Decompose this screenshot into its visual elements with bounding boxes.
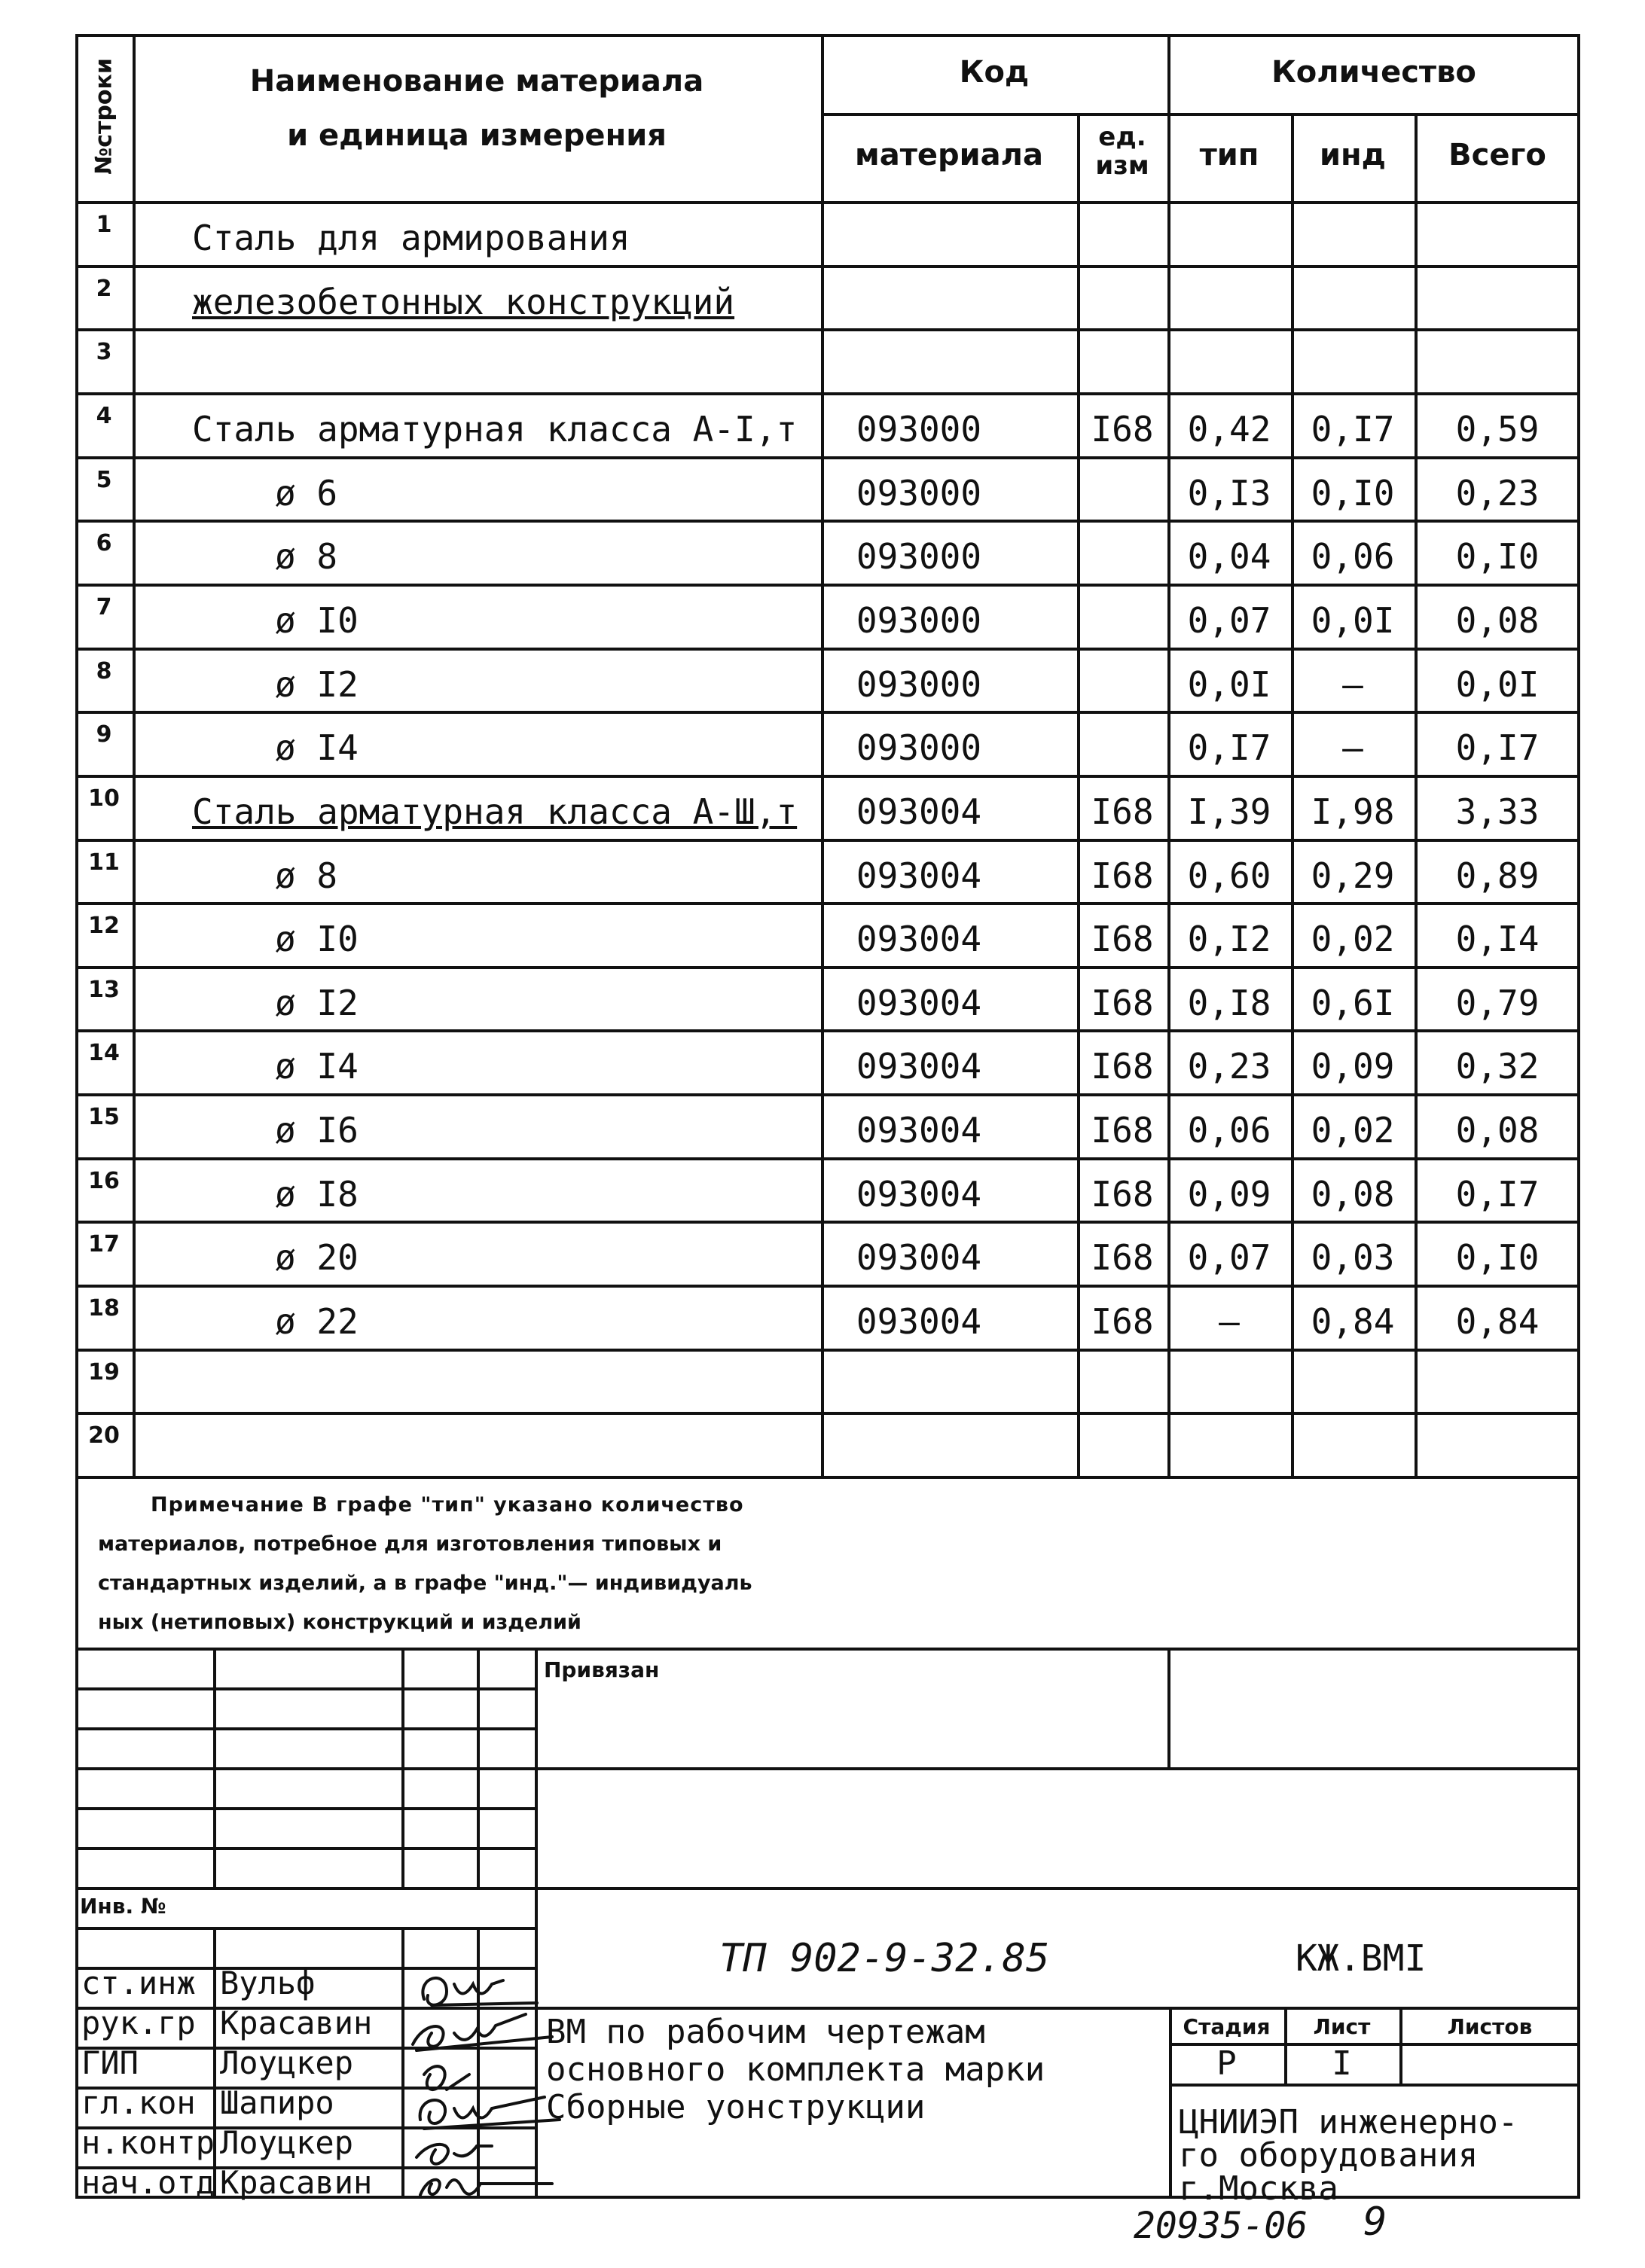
row-number: 3 <box>96 339 112 366</box>
material-name: ø I4 <box>275 1046 359 1087</box>
row-divider <box>75 1029 1580 1032</box>
row-number: 12 <box>88 913 120 940</box>
grid-v <box>1167 1648 1170 1767</box>
qty-total: 0,08 <box>1455 1110 1540 1151</box>
material-name: ø 22 <box>275 1301 359 1343</box>
row-divider <box>75 648 1580 651</box>
material-code: 093004 <box>856 855 982 896</box>
row-number: 10 <box>88 785 120 812</box>
qty-tip: 0,0I <box>1187 663 1271 705</box>
row-divider <box>75 1349 1580 1352</box>
grid-h <box>1169 2084 1580 2087</box>
row-divider <box>75 711 1580 714</box>
row-number: 2 <box>96 275 112 302</box>
qty-total: 0,I4 <box>1455 919 1540 960</box>
signature-scribbles <box>401 1962 627 2202</box>
qty-ind: – <box>1342 727 1363 769</box>
material-name: ø 20 <box>275 1237 359 1279</box>
qty-tip: – <box>1219 1301 1240 1343</box>
qty-tip: I,39 <box>1187 791 1271 832</box>
grid-h <box>75 1927 535 1930</box>
material-code: 093000 <box>856 472 982 514</box>
material-name: ø 8 <box>275 536 338 578</box>
qty-total: 0,84 <box>1455 1301 1540 1343</box>
material-name: железобетонных конструкций <box>192 281 735 322</box>
signatory-role: гл.кон <box>81 2084 196 2121</box>
row-number: 1 <box>96 212 112 238</box>
row-number: 14 <box>88 1040 120 1067</box>
row-number: 7 <box>96 593 112 620</box>
row-number: 5 <box>96 466 112 493</box>
qty-tip: 0,23 <box>1187 1046 1271 1087</box>
material-code: 093000 <box>856 408 982 450</box>
material-code: 093004 <box>856 919 982 960</box>
header-material: материала <box>855 138 1043 172</box>
material-name: ø I2 <box>275 663 359 705</box>
row-number: 15 <box>88 1104 120 1131</box>
row-divider <box>75 1093 1580 1096</box>
col-line-name <box>821 34 824 1476</box>
row-number: 18 <box>88 1295 120 1322</box>
unit-code: I68 <box>1091 1173 1154 1215</box>
material-name: ø I4 <box>275 727 359 769</box>
qty-tip: 0,I8 <box>1187 982 1271 1023</box>
row-number: 20 <box>88 1422 120 1450</box>
material-name: ø 8 <box>275 855 338 896</box>
qty-tip: 0,06 <box>1187 1110 1271 1151</box>
page-number: 9 <box>1363 2199 1387 2245</box>
header-tip: тип <box>1199 138 1259 172</box>
header-quantity: Количество <box>1271 55 1476 90</box>
row-number: 16 <box>88 1167 120 1194</box>
header-name-line1: Наименование материала <box>249 64 704 99</box>
qty-tip: 0,60 <box>1187 855 1271 896</box>
sheet-label: Лист <box>1313 2014 1371 2039</box>
header-bottom <box>75 201 1580 204</box>
unit-code: I68 <box>1091 919 1154 960</box>
row-divider <box>75 966 1580 969</box>
title-line1: ВМ по рабочим чертежам <box>546 2013 985 2051</box>
signatory-role: ст.инж <box>81 1965 196 2001</box>
row-number: 13 <box>88 976 120 1003</box>
header-unit: ед. изм <box>1095 122 1149 181</box>
doc-mark: КЖ.ВМI <box>1296 1937 1427 1980</box>
table-bottom <box>75 1476 1580 1479</box>
qty-total: 0,I0 <box>1455 536 1540 578</box>
qty-total: 0,I0 <box>1455 1237 1540 1279</box>
grid-v <box>401 1648 404 1887</box>
signatory-role: ГИП <box>81 2044 139 2081</box>
row-number: 4 <box>96 402 112 429</box>
signatory-name: Шапиро <box>220 2084 334 2121</box>
qty-ind: 0,I0 <box>1311 472 1395 514</box>
title-top <box>75 1648 1580 1651</box>
drawing-sheet <box>75 34 1580 2208</box>
row-divider <box>75 1157 1580 1160</box>
row-number: 9 <box>96 721 112 748</box>
material-name: ø I2 <box>275 982 359 1023</box>
qty-ind: I,98 <box>1311 791 1395 832</box>
col-line-rownum <box>133 34 136 1476</box>
qty-tip: 0,42 <box>1187 408 1271 450</box>
unit-code: I68 <box>1091 982 1154 1023</box>
signatory-name: Лоуцкер <box>220 2044 354 2081</box>
qty-ind: 0,06 <box>1311 536 1395 578</box>
qty-tip: 0,I2 <box>1187 919 1271 960</box>
qty-tip: 0,04 <box>1187 536 1271 578</box>
row-divider <box>75 1285 1580 1288</box>
grid-h <box>75 1767 1580 1770</box>
material-code: 093000 <box>856 536 982 578</box>
org-line1: ЦНИИЭП инженерно- <box>1179 2103 1518 2141</box>
row-number: 6 <box>96 530 112 557</box>
qty-tip: 0,07 <box>1187 1237 1271 1279</box>
qty-ind: 0,29 <box>1311 855 1395 896</box>
unit-code: I68 <box>1091 1110 1154 1151</box>
grid-h <box>75 1807 535 1810</box>
stage-value: Р <box>1216 2044 1237 2083</box>
sheet-value: I <box>1332 2044 1352 2083</box>
row-divider <box>75 902 1580 905</box>
row-divider <box>75 520 1580 523</box>
sheets-label: Листов <box>1447 2014 1533 2039</box>
qty-tip: 0,07 <box>1187 599 1271 641</box>
header-total: Всего <box>1448 138 1546 172</box>
signatory-name: Красавин <box>220 2164 373 2201</box>
row-divider <box>75 1412 1580 1415</box>
header-ind: инд <box>1320 138 1386 172</box>
qty-total: 0,I7 <box>1455 727 1540 769</box>
material-code: 093004 <box>856 982 982 1023</box>
row-divider <box>75 392 1580 395</box>
grid-h <box>75 1727 535 1730</box>
material-code: 093000 <box>856 663 982 705</box>
material-code: 093004 <box>856 1110 982 1151</box>
qty-total: 0,32 <box>1455 1046 1540 1087</box>
unit-code: I68 <box>1091 1046 1154 1087</box>
unit-code: I68 <box>1091 408 1154 450</box>
qty-ind: – <box>1342 663 1363 705</box>
qty-total: 0,79 <box>1455 982 1540 1023</box>
material-name: Сталь арматурная класса А-Ш,т <box>192 791 798 832</box>
material-name: Сталь для армирования <box>192 218 630 258</box>
unit-code: I68 <box>1091 1301 1154 1343</box>
qty-total: 0,08 <box>1455 599 1540 641</box>
qty-total: 0,89 <box>1455 855 1540 896</box>
row-number: 8 <box>96 657 112 684</box>
unit-code: I68 <box>1091 855 1154 896</box>
row-divider <box>75 775 1580 778</box>
row-divider <box>75 1221 1580 1224</box>
qty-ind: 0,6I <box>1311 982 1395 1023</box>
material-code: 093000 <box>856 727 982 769</box>
row-divider <box>75 265 1580 268</box>
note-line4: ных (нетиповых) конструкций и изделий <box>98 1611 581 1634</box>
grid-h <box>75 1687 535 1690</box>
material-code: 093004 <box>856 1301 982 1343</box>
unit-code: I68 <box>1091 1237 1154 1279</box>
qty-tip: 0,I7 <box>1187 727 1271 769</box>
row-divider <box>75 456 1580 459</box>
material-name: ø I0 <box>275 919 359 960</box>
privyazan-label: Привязан <box>544 1657 660 1682</box>
note-line2: материалов, потребное для изготовления типовых и <box>98 1532 722 1556</box>
stage-label: Стадия <box>1183 2014 1271 2039</box>
material-name: ø I6 <box>275 1110 359 1151</box>
inv-label: Инв. № <box>80 1894 166 1919</box>
note-line3: стандартных изделий, а в графе "инд."— индивидуаль <box>98 1571 752 1595</box>
header-divider <box>821 113 1580 116</box>
qty-total: 0,23 <box>1455 472 1540 514</box>
signatory-role: н.контр <box>81 2124 215 2161</box>
signatory-name: Вульф <box>220 1965 316 2001</box>
org-line2: го оборудования <box>1179 2136 1479 2175</box>
qty-ind: 0,I7 <box>1311 408 1395 450</box>
signatory-role: рук.гр <box>81 2004 196 2041</box>
qty-total: 0,I7 <box>1455 1173 1540 1215</box>
unit-code: I68 <box>1091 791 1154 832</box>
grid-h <box>75 1887 1580 1890</box>
qty-tip: 0,09 <box>1187 1173 1271 1215</box>
row-divider <box>75 584 1580 587</box>
qty-ind: 0,02 <box>1311 919 1395 960</box>
title-line2: основного комплекта марки <box>546 2050 1045 2089</box>
note-line1: Примечание В графе "тип" указано количество <box>151 1493 744 1517</box>
archive-number: 20935-06 <box>1134 2205 1308 2247</box>
material-code: 093004 <box>856 1173 982 1215</box>
grid-v <box>477 1648 480 1887</box>
header-rownum: №строки <box>90 58 118 175</box>
qty-ind: 0,0I <box>1311 599 1395 641</box>
qty-total: 3,33 <box>1455 791 1540 832</box>
title-line3: Сборные уонструкции <box>546 2088 926 2126</box>
header-name-line2: и единица измерения <box>287 118 667 153</box>
qty-ind: 0,84 <box>1311 1301 1395 1343</box>
row-number: 17 <box>88 1231 120 1258</box>
qty-ind: 0,03 <box>1311 1237 1395 1279</box>
org-line3: г.Москва <box>1179 2169 1338 2208</box>
material-name: Сталь арматурная класса А-I,т <box>192 408 798 450</box>
row-number: 19 <box>88 1358 120 1385</box>
material-name: ø I8 <box>275 1173 359 1215</box>
material-code: 093004 <box>856 1237 982 1279</box>
qty-ind: 0,09 <box>1311 1046 1395 1087</box>
material-name: ø 6 <box>275 472 338 514</box>
material-code: 093000 <box>856 599 982 641</box>
doc-code: ТП 902-9-32.85 <box>719 1936 1050 1981</box>
row-divider <box>75 839 1580 842</box>
qty-tip: 0,I3 <box>1187 472 1271 514</box>
qty-total: 0,0I <box>1455 663 1540 705</box>
signatory-name: Красавин <box>220 2004 373 2041</box>
signatory-role: нач.отд <box>81 2164 215 2201</box>
grid-v <box>213 1648 216 1887</box>
material-code: 093004 <box>856 791 982 832</box>
qty-ind: 0,02 <box>1311 1110 1395 1151</box>
row-number: 11 <box>88 849 120 876</box>
header-code: Код <box>959 55 1030 90</box>
row-divider <box>75 328 1580 331</box>
signatory-name: Лоуцкер <box>220 2124 354 2161</box>
qty-total: 0,59 <box>1455 408 1540 450</box>
grid-h <box>75 1847 535 1850</box>
material-name: ø I0 <box>275 599 359 641</box>
qty-ind: 0,08 <box>1311 1173 1395 1215</box>
material-code: 093004 <box>856 1046 982 1087</box>
